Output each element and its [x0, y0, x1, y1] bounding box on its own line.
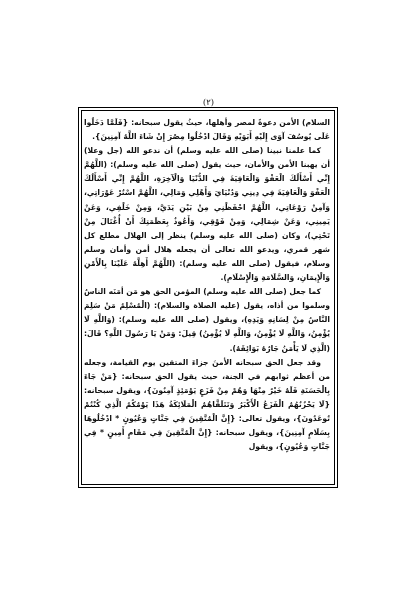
page-number: (٢)	[202, 98, 215, 108]
body-text	[84, 116, 330, 482]
paragraph-3: كما جعل (صلى الله عليه وسلم) المؤمن الحق هو مَن أمَنَه الناسُ وسلموا من أذاه، يقول (عليه الصلاة والسلام): (الْمُسْلِمُ مَنْ سَلِمَ النَّاسُ مِنْ لِسَانِهِ وَيَدِهِ)، ويقول (صلى الله عليه وسلم): (وَاللَّهِ لَا يُؤْمِنُ، وَاللَّهِ لَا يُؤْمِنُ، وَاللَّهِ لَا يُؤْمِنُ) قِيلَ: وَمَنْ يَا رَسُولَ اللَّهِ؟ قَالَ: (الَّذِي لَا يَأْمَنُ جَارُهُ بَوَائِقَهُ).	[84, 287, 330, 353]
paragraph-2: كما علمنا نبينا (صلى الله عليه وسلم) أن ندعو الله (جل وعلا) أن يهبنا الأمن والأمان، حيث يقول (صلى الله عليه وسلم): (اللَّهُمَّ إِنِّي أَسْأَلُكَ الْعَفْوَ وَالْعَافِيَةَ فِي الدُّنْيَا وَالْآخِرَةِ، اللَّهُمَّ إِنِّي أَسْأَلُكَ الْعَفْوَ وَالْعَافِيَةَ فِي دِينِي وَدُنْيَايَ وَأَهْلِي وَمَالِي، اللَّهُمَّ اسْتُرْ عَوْرَاتِي، وَآمِنْ رَوْعَاتِي، اللَّهُمَّ احْفَظْنِي مِنْ بَيْنِ يَدَيَّ، وَمِنْ خَلْفِي، وَعَنْ يَمِينِي، وَعَنْ شِمَالِي، وَمِنْ فَوْقِي، وَأَعُوذُ بِعَظَمَتِكَ أَنْ أُغْتَالَ مِنْ تَحْتِي)، وكان (صلى الله عليه وسلم) ينظر إلى الهلال مطلع كل شهر قمري، ويدعو الله تعالى أن يجعله هلال أمن وأمان وسلم وسلام، فيقول (صلى الله عليه وسلم): (اللَّهُمَّ أَهِلَّهُ عَلَيْنَا بِالْأَمْنِ وَالْإِيمَانِ، وَالسَّلَامَةِ وَالْإِسْلَامِ).	[84, 146, 330, 283]
paragraph-4: وقد جعل الحق سبحانه الأمنَ جزاءَ المتقين يوم القيامة، وجعله من أعظم ثوابهم في الجنة، حيث يقول الحق سبحانه: {مَنْ جَاءَ بِالْحَسَنَةِ فَلَهُ خَيْرٌ مِنْهَا وَهُمْ مِنْ فَزَعٍ يَوْمَئِذٍ آمِنُونَ}، ويقول سبحانه: {لَا يَحْزُنُهُمُ الْفَزَعُ الْأَكْبَرُ وَتَتَلَقَّاهُمُ الْمَلَائِكَةُ هَذَا يَوْمُكُمُ الَّذِي كُنْتُمْ تُوعَدُونَ}، ويقول تعالى: {إِنَّ الْمُتَّقِينَ فِي جَنَّاتٍ وَعُيُونٍ * ادْخُلُوهَا بِسَلَامٍ آمِنِينَ}، ويقول سبحانه: {إِنَّ الْمُتَّقِينَ فِي مَقَامٍ أَمِينٍ * فِي جَنَّاتٍ وَعُيُونٍ}، ويقول	[84, 357, 330, 452]
paragraph-1: السلام) الأمن دعوةً لمصر وأهلها، حيثُ يقول سبحانه: {فَلَمَّا دَخَلُوا عَلَى يُوسُفَ آوَى إِلَيْهِ أَبَوَيْهِ وَقَالَ ادْخُلُوا مِصْرَ إِنْ شَاءَ اللَّهُ آمِنِينَ}.	[84, 118, 330, 142]
